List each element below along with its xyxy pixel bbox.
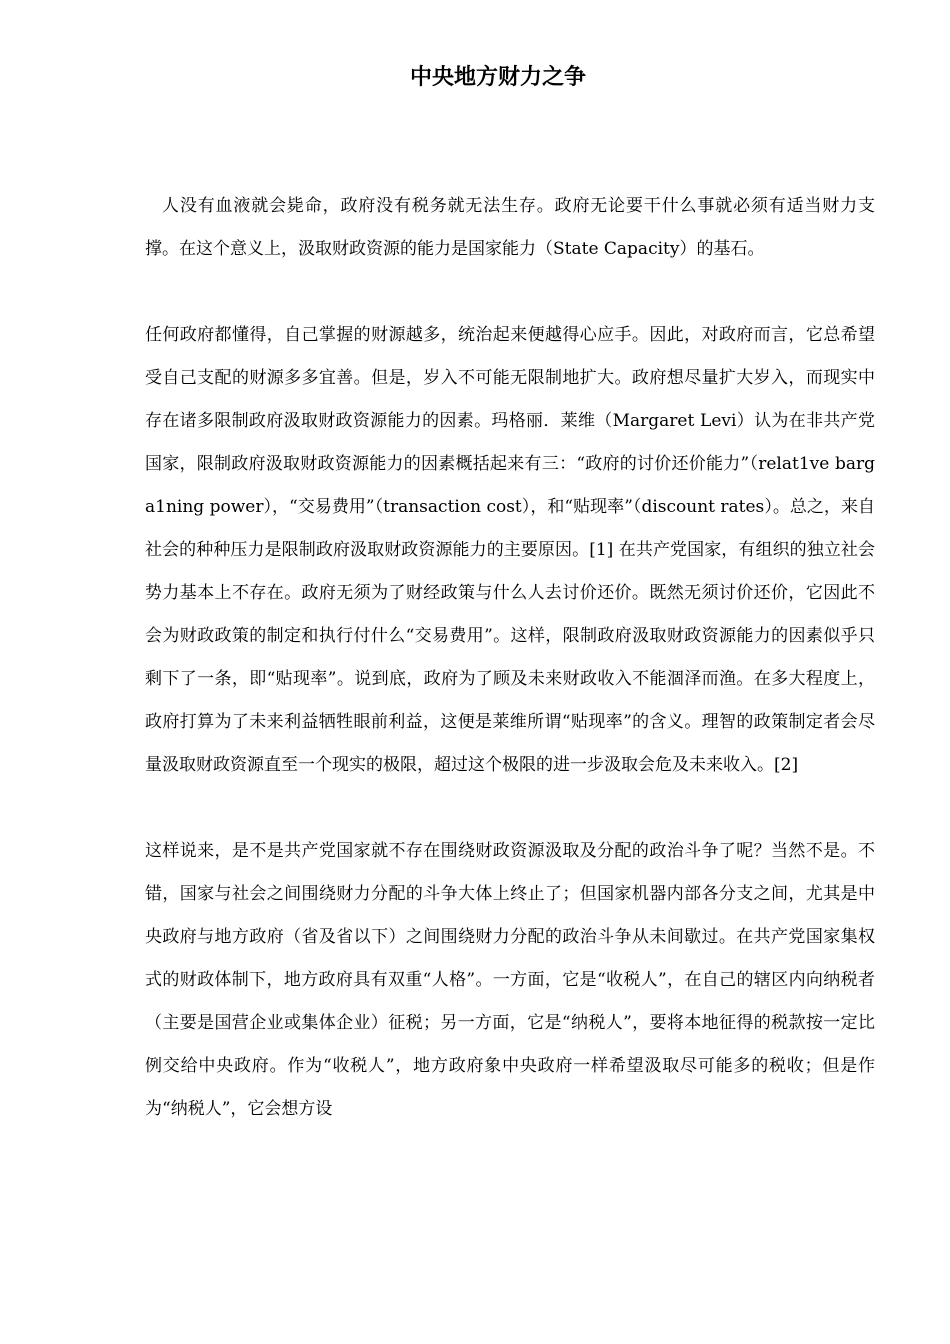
paragraph: 人没有血液就会毙命，政府没有税务就无法生存。政府无论要干什么事就必须有适当财力支撑。在这个意义上，汲取财政资源的能力是国家能力（State Capacity）的基石。 — [145, 196, 875, 259]
document-body — [145, 185, 875, 1131]
paragraph: 这样说来，是不是共产党国家就不存在围绕财政资源汲取及分配的政治斗争了呢？当然不是。不错，国家与社会之间围绕财力分配的斗争大体上终止了；但国家机器内部各分支之间，尤其是中央政府与地方政府（省及省以下）之间围绕财力分配的政治斗争从未间歇过。在共产党国家集权式的财政体制下，地方政府具有双重“人格”。一方面，它是“收税人”，在自己的辖区内向纳税者（主要是国营企业或集体企业）征税；另一方面，它是“纳税人”，要将本地征得的税款按一定比例交给中央政府。作为“收税人”，地方政府象中央政府一样希望汲取尽可能多的税收；但是作为“纳税人”，它会想方设 — [145, 841, 875, 1119]
paragraph: 任何政府都懂得，自己掌握的财源越多，统治起来便越得心应手。因此，对政府而言，它总希望受自己支配的财源多多宜善。但是，岁入不可能无限制地扩大。政府想尽量扩大岁入，而现实中存在诸多限制政府汲取财政资源能力的因素。玛格丽．莱维（Margaret Levi）认为在非共产党国家，限制政府汲取财政资源能力的因素概括起来有三：“政府的讨价还价能力”（relat1ve barga1ning power），“交易费用”（transaction cost），和“贴现率”（discount rates）。总之，来自社会的种种压力是限制政府汲取财政资源能力的主要原因。[1] 在共产党国家，有组织的独立社会势力基本上不存在。政府无须为了财经政策与什么人去讨价还价。既然无须讨价还价，它因此不会为财政政策的制定和执行付什么“交易费用”。这样，限制政府汲取财政资源能力的因素似乎只剩下了一条，即“贴现率”。说到底，政府为了顾及未来财政收入不能涸泽而渔。在多大程度上，政府打算为了未来利益牺牲眼前利益，这便是莱维所谓“贴现率”的含义。理智的政策制定者会尽量汲取财政资源直至一个现实的极限，超过这个极限的进一步汲取会危及未来收入。[2] — [145, 325, 875, 775]
paragraph-gap — [145, 271, 875, 314]
document-title: 中央地方财力之争 — [410, 64, 587, 90]
paragraph-gap — [145, 787, 875, 830]
